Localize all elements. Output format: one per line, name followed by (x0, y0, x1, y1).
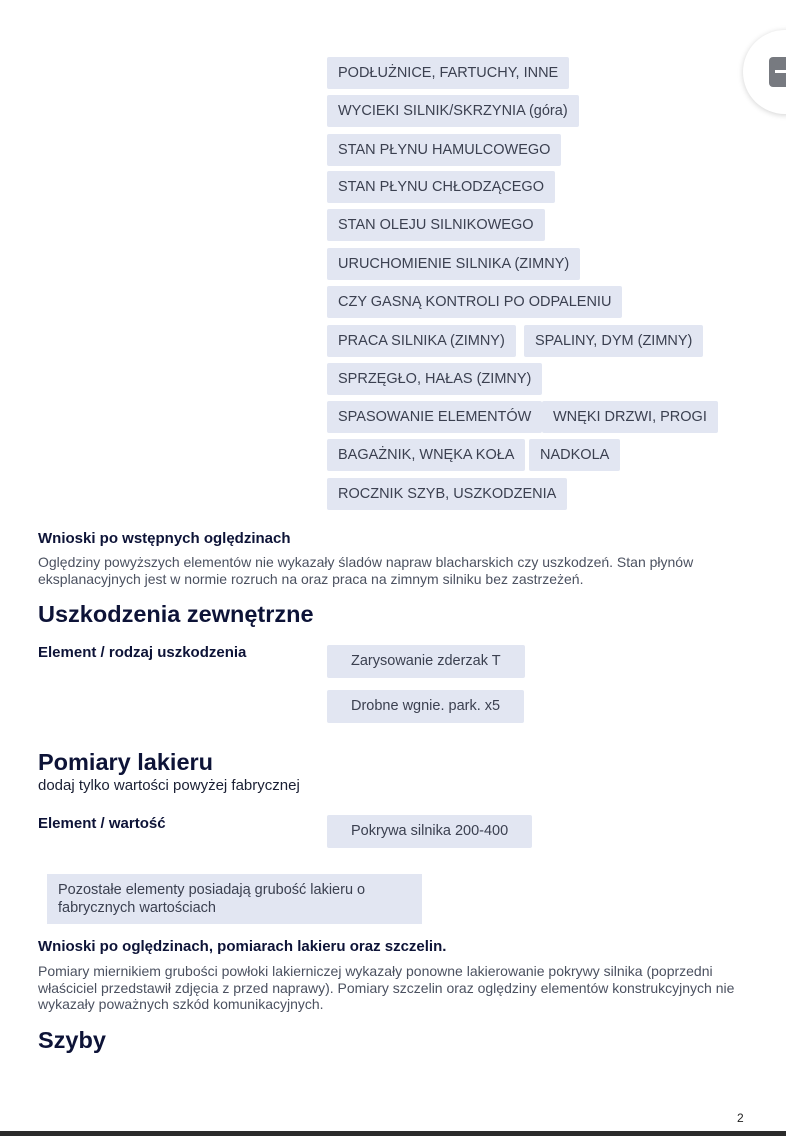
checklist-item: STAN PŁYNU HAMULCOWEGO (327, 134, 561, 166)
final-conclusions-text: Pomiary miernikiem grubości powłoki lakierniczej wykazały ponowne lakierowanie pokrywy silnika (poprzedni właściciel przedstawił zdjęcia z przed naprawy). Pomiary szczelin oraz oględziny elementów konstrukcyjnych nie wykazały poważnych szkód komunikacyjnych. (38, 963, 735, 1012)
checklist-item: STAN PŁYNU CHŁODZĄCEGO (327, 171, 555, 203)
checklist-item: CZY GASNĄ KONTROLI PO ODPALENIU (327, 286, 622, 318)
paint-label: Element / wartość (38, 815, 166, 832)
initial-conclusions-text: Oględziny powyższych elementów nie wykazały śladów napraw blacharskich czy uszkodzeń. Stan płynów eksplanacyjnych jest w normie rozruch na oraz praca na zimnym silniku bez zastrzeżeń. (38, 554, 694, 587)
bottom-bar (0, 1131, 786, 1136)
checklist-item: PODŁUŻNICE, FARTUCHY, INNE (327, 57, 569, 89)
checklist-item: SPASOWANIE ELEMENTÓW (327, 401, 542, 433)
floating-action-button[interactable] (743, 30, 786, 114)
paint-note: Pozostałe elementy posiadają grubość lakieru o fabrycznych wartościach (47, 874, 422, 924)
damage-item: Zarysowanie zderzak T (327, 645, 525, 678)
damage-item: Drobne wgnie. park. x5 (327, 690, 524, 723)
initial-conclusions-title: Wnioski po wstępnych oględzinach (38, 530, 291, 547)
checklist-item: NADKOLA (529, 439, 620, 471)
external-damage-title: Uszkodzenia zewnętrzne (38, 601, 314, 627)
checklist-item: ROCZNIK SZYB, USZKODZENIA (327, 478, 567, 510)
checklist-item: PRACA SILNIKA (ZIMNY) (327, 325, 516, 357)
checklist-item: BAGAŻNIK, WNĘKA KOŁA (327, 439, 525, 471)
checklist-item: STAN OLEJU SILNIKOWEGO (327, 209, 545, 241)
checklist-item: SPALINY, DYM (ZIMNY) (524, 325, 703, 357)
paint-subtitle: dodaj tylko wartości powyżej fabrycznej (38, 777, 300, 794)
checklist-item: URUCHOMIENIE SILNIKA (ZIMNY) (327, 248, 580, 280)
checklist-item: SPRZĘGŁO, HAŁAS (ZIMNY) (327, 363, 542, 395)
checklist-item: WNĘKI DRZWI, PROGI (542, 401, 718, 433)
page-number: 2 (737, 1111, 744, 1125)
external-damage-label: Element / rodzaj uszkodzenia (38, 644, 247, 661)
minus-icon (769, 57, 786, 87)
paint-title: Pomiary lakieru (38, 749, 214, 775)
windows-title: Szyby (38, 1027, 106, 1053)
checklist-item: WYCIEKI SILNIK/SKRZYNIA (góra) (327, 95, 579, 127)
final-conclusions-title: Wnioski po oględzinach, pomiarach lakieru oraz szczelin. (38, 938, 447, 955)
paint-item: Pokrywa silnika 200-400 (327, 815, 532, 848)
